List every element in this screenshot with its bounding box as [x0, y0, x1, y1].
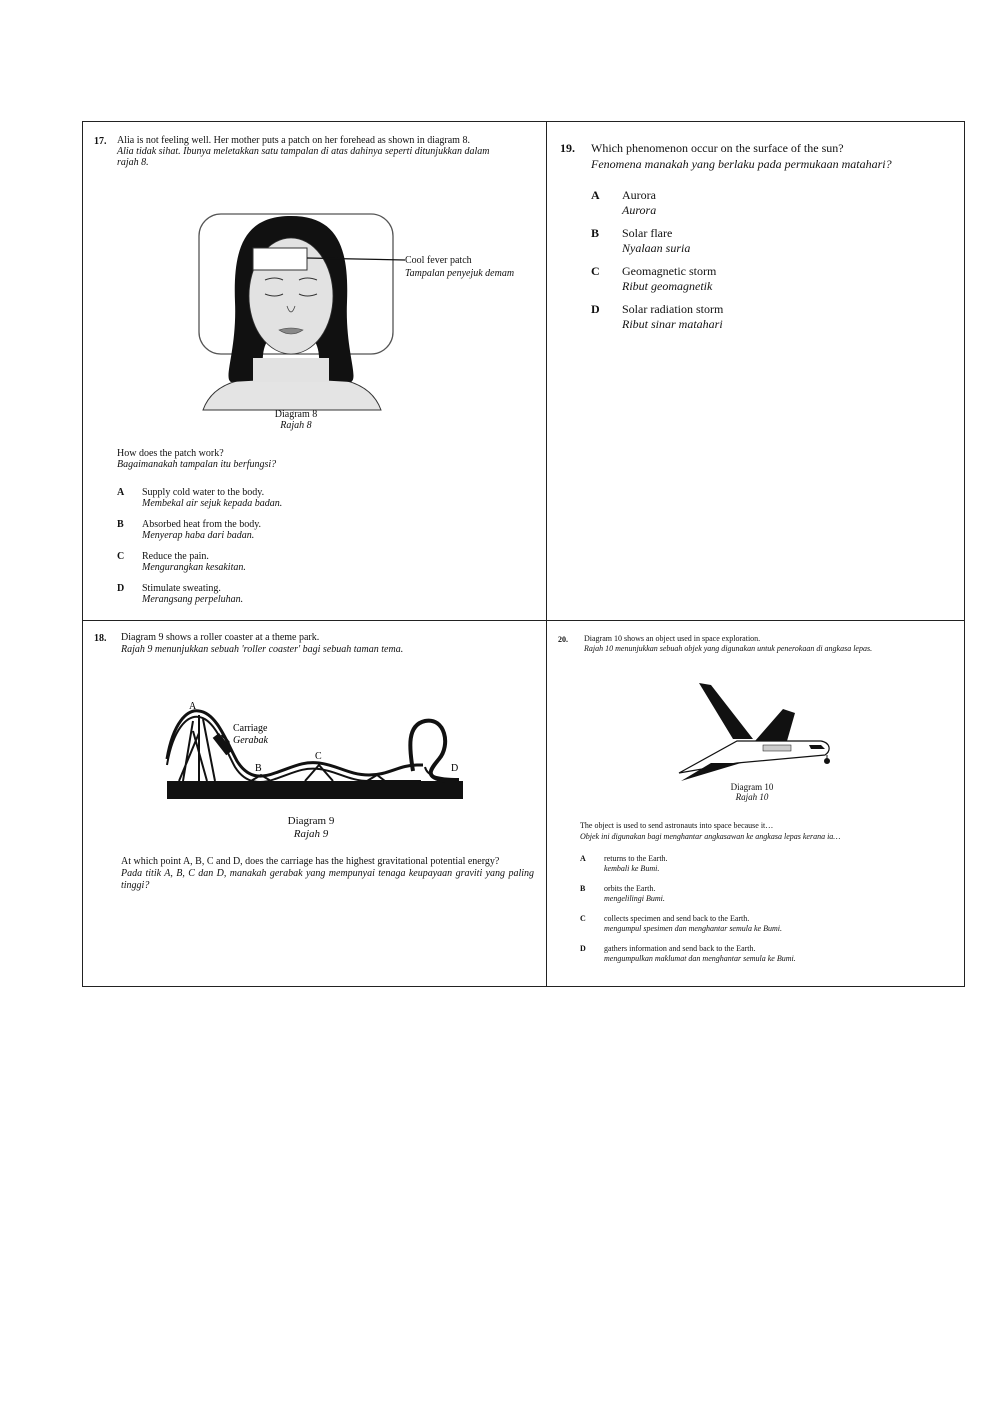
question-sheet — [82, 121, 965, 987]
shoulders — [203, 378, 381, 410]
option-english: Solar radiation storm — [622, 302, 724, 316]
payload-bay — [763, 745, 791, 751]
fever-patch — [253, 248, 307, 270]
support-a — [179, 715, 215, 781]
caption-malay: Rajah 10 — [735, 792, 769, 802]
question-stem — [121, 632, 531, 656]
diagram-9-roller-coaster — [163, 699, 473, 805]
option-malay: Nyalaan suria — [622, 241, 691, 255]
diagram-8-caption — [233, 409, 359, 431]
support-c — [305, 765, 333, 781]
option-b[interactable] — [117, 519, 517, 543]
diagram-10-caption — [697, 782, 807, 802]
carriage-label-english: Carriage — [233, 723, 268, 734]
option-c[interactable] — [117, 551, 517, 575]
question-19-cell — [547, 122, 966, 620]
option-letter: C — [580, 914, 586, 923]
stem-malay: Alia tidak sihat. Ibunya meletakkan satu tampalan di atas dahinya seperti ditunjukkan dalam rajah 8. — [117, 146, 490, 168]
option-malay: mengumpulkan maklumat dan menghantar semula ke Bumi. — [604, 954, 796, 963]
option-a[interactable] — [591, 188, 931, 220]
option-d[interactable] — [591, 302, 931, 334]
caption-malay: Rajah 9 — [293, 828, 329, 840]
question-18-cell — [83, 621, 546, 987]
option-letter: D — [591, 302, 600, 316]
question-prompt — [117, 448, 517, 470]
option-english: Aurora — [622, 188, 656, 202]
tail-fin — [699, 683, 753, 739]
option-text — [622, 302, 723, 332]
option-letter: D — [580, 944, 586, 953]
patch-label-malay: Tampalan penyejuk demam — [405, 268, 515, 279]
option-english: Absorbed heat from the body. — [142, 519, 262, 530]
question-number: 19. — [560, 141, 575, 155]
question-20-cell — [547, 621, 966, 987]
diagram-9-caption — [253, 815, 369, 841]
caption-english: Diagram 8 — [274, 409, 318, 420]
option-english: collects specimen and send back to the Earth. — [604, 914, 750, 923]
prompt-english: How does the patch work? — [117, 448, 224, 459]
stem-malay: Fenomena manakah yang berlaku pada permukaan matahari? — [591, 157, 892, 171]
option-letter: B — [591, 226, 600, 240]
option-letter: A — [591, 188, 600, 202]
caption-english: Diagram 10 — [730, 782, 774, 792]
neck — [253, 358, 329, 382]
stem-english: Alia is not feeling well. Her mother puts a patch on her forehead as shown in diagram 8. — [117, 135, 470, 146]
option-malay: mengelilingi Bumi. — [604, 894, 665, 903]
option-text — [142, 519, 261, 541]
option-letter: A — [117, 487, 125, 498]
option-malay: Menyerap haba dari badan. — [142, 530, 255, 541]
prompt-english: At which point A, B, C and D, does the carriage has the highest gravitational potential energy? — [121, 856, 500, 867]
option-malay: Ribut sinar matahari — [622, 317, 723, 331]
question-prompt — [121, 856, 534, 892]
stem-english: Diagram 10 shows an object used in space exploration. — [584, 634, 761, 643]
caption-english: Diagram 9 — [287, 815, 335, 827]
question-number: 17. — [94, 136, 107, 147]
question-stem — [591, 140, 951, 172]
option-malay: Merangsang perpeluhan. — [142, 594, 244, 605]
option-text — [604, 884, 665, 904]
option-malay: Mengurangkan kesakitan. — [142, 562, 246, 573]
lower-wing — [681, 763, 741, 781]
option-letter: B — [580, 884, 586, 893]
ground-base — [167, 781, 463, 799]
option-c[interactable] — [580, 914, 950, 936]
diagram-10-space-shuttle — [671, 679, 835, 783]
stem-english: Diagram 9 shows a roller coaster at a theme park. — [121, 632, 320, 643]
prompt-malay: Objek ini digunakan bagi menghantar angkasawan ke angkasa lepas kerana ia… — [580, 832, 841, 841]
option-text — [604, 944, 796, 964]
point-b-label: B — [255, 763, 262, 774]
question-stem — [584, 634, 954, 654]
diagram-8-illustration — [183, 210, 543, 420]
option-english: Reduce the pain. — [142, 551, 209, 562]
option-letter: C — [117, 551, 125, 562]
option-english: orbits the Earth. — [604, 884, 656, 893]
question-number: 20. — [558, 635, 568, 644]
option-text — [142, 583, 243, 605]
option-letter: B — [117, 519, 124, 530]
option-d[interactable] — [580, 944, 950, 966]
option-letter: A — [580, 854, 586, 863]
patch-label-english: Cool fever patch — [405, 255, 472, 266]
option-english: gathers information and send back to the Earth. — [604, 944, 756, 953]
prompt-english: The object is used to send astronauts into space because it… — [580, 821, 774, 830]
option-english: Supply cold water to the body. — [142, 487, 265, 498]
option-english: Solar flare — [622, 226, 673, 240]
option-text — [622, 264, 716, 294]
option-text — [622, 188, 656, 218]
option-malay: Aurora — [622, 203, 657, 217]
option-english: Stimulate sweating. — [142, 583, 221, 594]
stem-malay: Rajah 10 menunjukkan sebuah objek yang digunakan untuk penerokaan di angkasa lepas. — [584, 644, 873, 653]
upper-wing — [755, 709, 795, 741]
option-b[interactable] — [580, 884, 950, 906]
option-text — [142, 487, 282, 509]
caption-malay: Rajah 8 — [280, 420, 312, 431]
stem-malay: Rajah 9 menunjukkan sebuah 'roller coaster' bagi sebuah taman tema. — [121, 644, 404, 655]
option-text — [604, 914, 782, 934]
option-malay: Membekal air sejuk kepada badan. — [142, 498, 283, 509]
option-malay: Ribut geomagnetik — [622, 279, 713, 293]
point-c-label: C — [315, 751, 322, 762]
question-number: 18. — [94, 633, 107, 644]
point-a-label: A — [189, 701, 197, 712]
option-malay: mengumpul spesimen dan menghantar semula ke Bumi. — [604, 924, 782, 933]
prompt-malay: Bagaimanakah tampalan itu berfungsi? — [117, 459, 277, 470]
prompt-malay: Pada titik A, B, C dan D, manakah gerabak yang mempunyai tenaga keupayaan graviti yang paling tinggi? — [121, 868, 534, 891]
point-d-label: D — [451, 763, 459, 774]
option-english: Geomagnetic storm — [622, 264, 717, 278]
option-letter: C — [591, 264, 600, 278]
option-text — [142, 551, 246, 573]
option-d[interactable] — [117, 583, 517, 607]
option-english: returns to the Earth. — [604, 854, 668, 863]
option-b[interactable] — [591, 226, 931, 258]
question-stem — [117, 135, 507, 168]
option-text — [622, 226, 690, 256]
option-text — [604, 854, 668, 874]
option-c[interactable] — [591, 264, 931, 296]
option-a[interactable] — [117, 487, 517, 511]
option-a[interactable] — [580, 854, 950, 876]
stem-english: Which phenomenon occur on the surface of the sun? — [591, 141, 844, 155]
question-prompt — [580, 820, 960, 842]
option-malay: kembali ke Bumi. — [604, 864, 660, 873]
carriage-label-malay: Gerabak — [233, 735, 268, 746]
shuttle-body — [679, 741, 829, 773]
question-17-cell — [83, 122, 546, 620]
option-letter: D — [117, 583, 125, 594]
